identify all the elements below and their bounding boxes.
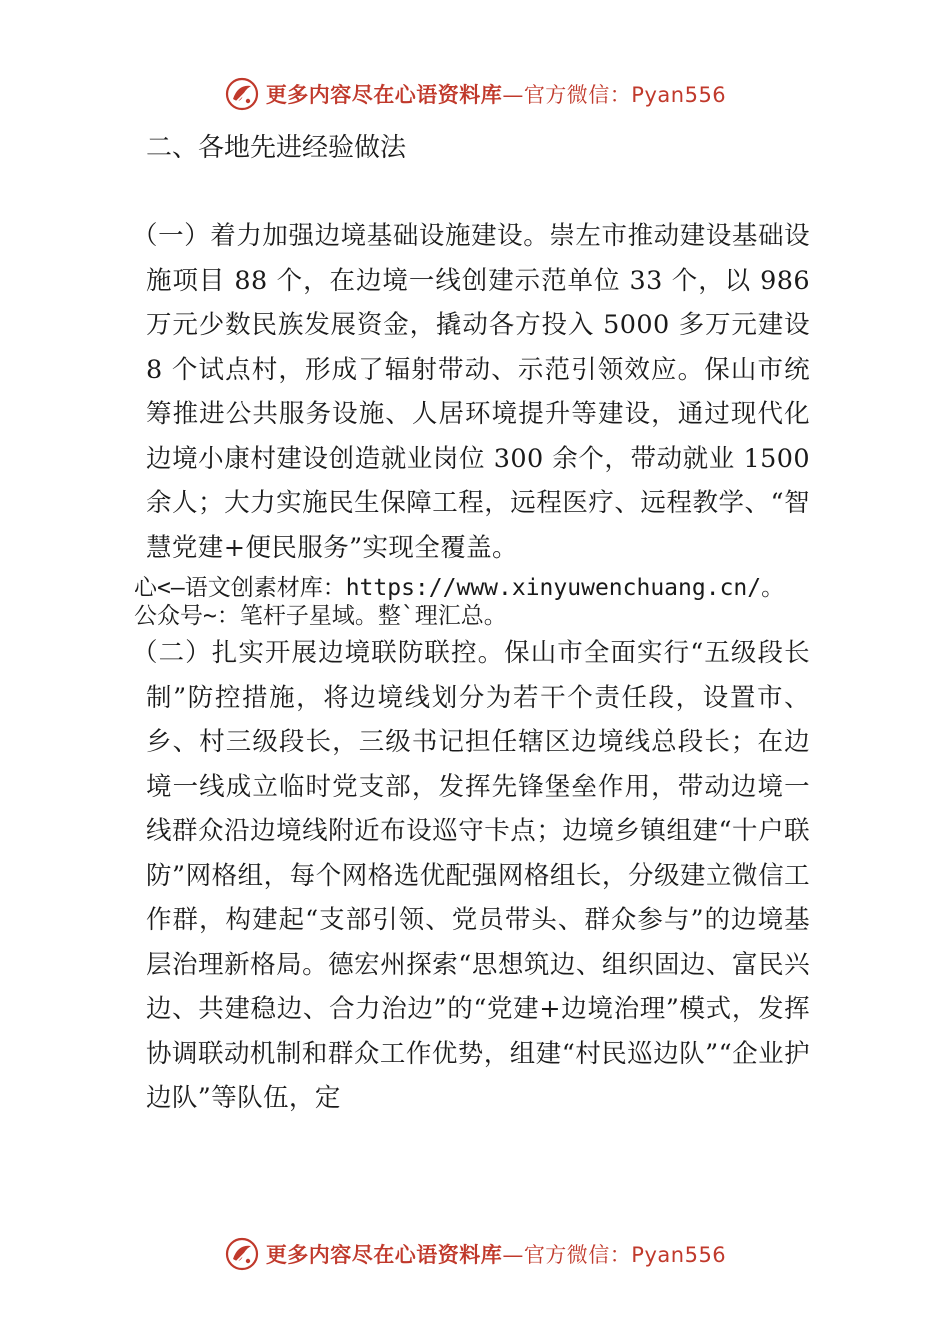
paragraph-infrastructure: （一）着力加强边境基础设施建设。崇左市推动建设基础设施项目 88 个，在边境一线创建示范单位 33 个，以 986 万元少数民族发展资金，撬动各方投入 5000 多万元建设 8 个试点村，形成了辐射带动、示范引领效应。保山市统筹推进公共服务设施、人居环境提升等建设，通过现代化边境小康村建设创造就业岗位 300 余个，带动就业 1500 余人；大力实施民生保障工程，远程医疗、远程教学、“智慧党建+便民服务”实现全覆盖。 xyxy=(132,221,810,563)
xinyu-logo-icon xyxy=(224,1236,260,1272)
xinyu-logo-icon xyxy=(224,76,260,112)
watermark-line-2: 公众号~：笔杆子星域。整`理汇总。 xyxy=(134,603,507,629)
header-wechat: 官方微信：Pyan556 xyxy=(523,83,727,107)
paragraph-joint-defense: （二）扎实开展边境联防联控。保山市全面实行“五级段长制”防控措施，将边境线划分为若干个责任段，设置市、乡、村三级段长，三级书记担任辖区边境线总段长；在边境一线成立临时党支部，发挥先锋堡垒作用，带动边境一线群众沿边境线附近布设巡守卡点；边境乡镇组建“十户联防”网格组，每个网格选优配强网格组长，分级建立微信工作群，构建起“支部引领、党员带头、群众参与”的边境基层治理新格局。德宏州探索“思想筑边、组织固边、富民兴边、共建稳边、合力治边”的“党建+边境治理”模式，发挥协调联动机制和群众工作优势，组建“村民巡边队”“企业护边队”等队伍，定 xyxy=(132,638,810,1113)
footer-banner xyxy=(0,1232,950,1276)
footer-brand: 更多内容尽在心语资料库 xyxy=(265,1243,503,1267)
watermark-line-1: 心<—语文创素材库：https://www.xinyuwenchuang.cn/。 xyxy=(134,575,785,601)
footer-wechat: 官方微信：Pyan556 xyxy=(523,1243,727,1267)
header-brand: 更多内容尽在心语资料库 xyxy=(265,83,503,107)
source-watermark xyxy=(134,574,834,630)
header-banner-text xyxy=(266,79,726,109)
section-heading: 二、各地先进经验做法 xyxy=(146,133,407,163)
header-separator: — xyxy=(502,83,524,107)
footer-separator: — xyxy=(502,1243,524,1267)
footer-banner-text xyxy=(266,1239,726,1269)
header-banner xyxy=(0,72,950,116)
